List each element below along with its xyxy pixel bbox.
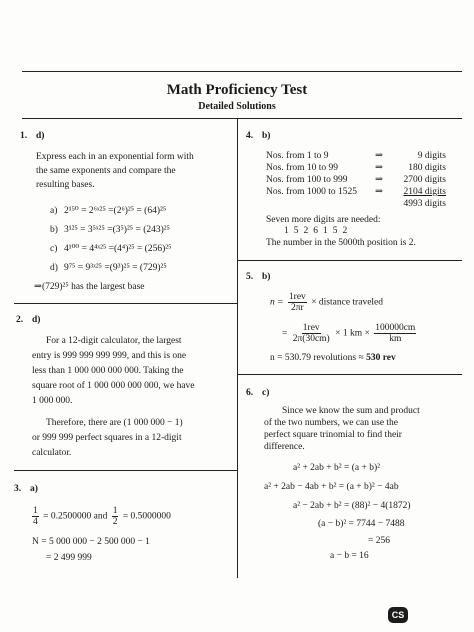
top-rule: [22, 71, 462, 72]
q4-separator: [237, 260, 462, 261]
q1-intro-line: the same exponents and compare the: [36, 166, 176, 176]
q1-intro-line: resulting bases.: [36, 180, 95, 190]
q5-fraction-cm-km: $\frac{100000cm}{km}$: [375, 323, 416, 344]
q1-separator: [14, 303, 237, 304]
q2-para1-line: square root of 1 000 000 000 000, we have: [32, 381, 195, 391]
q1-item-expr: 4¹⁰⁰ = 4⁴ˣ²⁵ =(4⁴)²⁵ = (256)²⁵: [64, 244, 172, 254]
q4-row-arrow: ⇒: [375, 163, 383, 173]
q4-seven-more: Seven more digits are needed:: [266, 215, 381, 225]
q2-para1-line: entry is 999 999 999 999, and this is one: [32, 351, 187, 361]
q1-item-expr: 2¹⁵⁰ = 2⁶ˣ²⁵ =(2⁶)²⁵ = (64)²⁵: [64, 206, 167, 216]
q2-para1-line: For a 12-digit calculator, the largest: [46, 336, 182, 346]
q3-n-line: N = 5 000 000 − 2 500 000 − 1: [32, 537, 150, 547]
q4-row-label: Nos. from 1 to 9: [266, 151, 329, 161]
q1-item-label: b): [50, 225, 58, 235]
q5-fraction-rev-2pir: $\frac{\text{1rev}}{2\pi r}$: [288, 292, 306, 313]
q5-line1: [270, 292, 383, 313]
q4-row-label: Nos. from 1000 to 1525: [266, 187, 358, 197]
q4-row-label: Nos. from 100 to 999: [266, 175, 348, 185]
q4-row-value: 2700 digits: [403, 175, 446, 185]
q4-answer: b): [262, 131, 271, 141]
q4-row-value: 180 digits: [408, 163, 446, 173]
q1-intro-line: Express each in an exponential form with: [36, 152, 194, 162]
q3-value-half: = 0.5000000: [122, 511, 171, 522]
q2-number: 2.: [16, 315, 24, 325]
q3-answer: a): [30, 484, 38, 494]
q5-km-text: × 1 km ×: [335, 328, 370, 339]
q5-line2: [282, 323, 418, 344]
q3-result: = 2 499 999: [46, 553, 92, 563]
page-subtitle: Detailed Solutions: [198, 101, 276, 112]
q1-number: 1.: [20, 131, 28, 141]
q4-number: 4.: [246, 131, 254, 141]
q6-equation: a² + 2ab − 4ab + b² = (a + b)² − 4ab: [264, 482, 399, 492]
q5-separator: [237, 374, 462, 375]
q4-digits: 1526152: [284, 226, 353, 236]
camscanner-logo: CS: [388, 607, 408, 623]
q1-item-expr: 9⁷⁵ = 9³ˣ²⁵ =(9³)²⁵ = (729)²⁵: [64, 263, 167, 273]
q5-fraction-rev-60pi: $\frac{\text{1rev}}{2\pi(30cm)}$: [292, 323, 330, 344]
q4-total: 4993 digits: [403, 199, 446, 209]
q1-answer: d): [36, 131, 45, 141]
q5-answer: b): [262, 272, 271, 282]
q5-distance-text: × distance traveled: [311, 297, 384, 308]
q4-row-arrow: ⇒: [375, 175, 383, 185]
q1-item-expr: 3¹²⁵ = 3⁵ˣ²⁵ =(3⁵)²⁵ = (243)²⁵: [64, 225, 170, 235]
q5-equals: =: [282, 328, 288, 339]
q5-final-answer: 530 rev: [366, 353, 396, 363]
q2-para1-line: less than 1 000 000 000 000. Taking the: [32, 366, 184, 376]
q2-separator: [14, 470, 237, 471]
q3-fraction-line: [30, 506, 171, 527]
q6-para-line: difference.: [264, 442, 305, 452]
q2-para1-line: 1 000 000.: [32, 396, 73, 406]
q4-conclusion: The number in the 5000th position is 2.: [266, 238, 416, 248]
q5-number: 5.: [246, 272, 254, 282]
q5-n-lhs: n =: [270, 297, 284, 308]
q1-item-label: a): [50, 206, 58, 216]
q1-item-label: d): [50, 263, 58, 273]
q6-para-line: perfect square trinomial to find their: [264, 430, 402, 440]
q2-answer: d): [32, 315, 41, 325]
q6-equation: a − b = 16: [330, 551, 369, 561]
q3-value-quarter: = 0.2500000 and: [43, 511, 108, 522]
q4-row-arrow: ⇒: [375, 151, 383, 161]
q6-para-line: of the two numbers, we can use the: [264, 418, 399, 428]
q4-row-label: Nos. from 10 to 99: [266, 163, 339, 173]
q5-line3: [270, 353, 396, 364]
column-divider: [237, 118, 238, 578]
q6-number: 6.: [246, 388, 254, 398]
q6-answer: c): [262, 388, 270, 398]
q4-row-arrow: ⇒: [375, 187, 383, 197]
q3-fraction-quarter: $\frac{1}{4}$: [33, 506, 38, 527]
header-rule: [22, 118, 462, 119]
q1-conclusion: ⇒(729)²⁵ has the largest base: [34, 282, 145, 292]
page-title: Math Proficiency Test: [166, 82, 308, 98]
q6-equation: (a − b)² = 7744 − 7488: [318, 519, 405, 529]
q6-equation: = 256: [368, 536, 390, 546]
q6-equation: a² + 2ab + b² = (a + b)²: [293, 463, 380, 473]
q4-row-value: 2104 digits: [403, 187, 446, 197]
q6-para-line: Since we know the sum and product: [282, 406, 420, 416]
q2-para2-line: or 999 999 perfect squares in a 12-digit: [32, 433, 182, 443]
q4-row-value: 9 digits: [417, 151, 446, 161]
q1-item-label: c): [50, 244, 58, 254]
q2-para2-line: calculator.: [32, 448, 72, 458]
q5-revolutions-text: n = 530.79 revolutions ≈: [270, 353, 364, 363]
q6-equation: a² − 2ab + b² = (88)² − 4(1872): [293, 501, 411, 511]
q3-fraction-half: $\frac{1}{2}$: [112, 506, 118, 527]
q2-para2-line: Therefore, there are (1 000 000 − 1): [46, 418, 183, 428]
q3-number: 3.: [14, 484, 22, 494]
